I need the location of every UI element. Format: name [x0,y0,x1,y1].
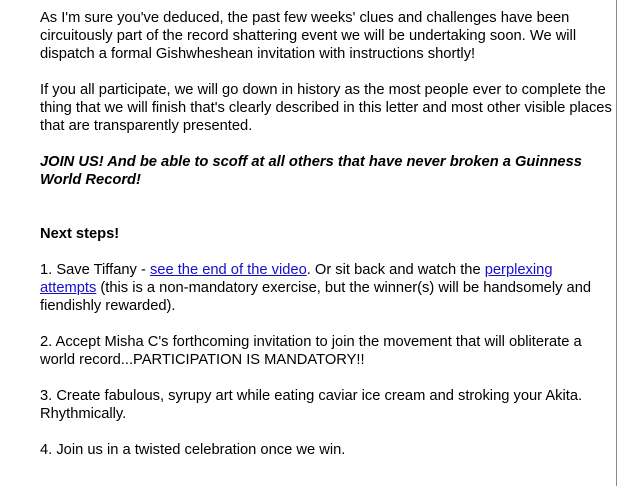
step-1 [40,261,612,315]
step-1-suffix: (this is a non-mandatory exercise, but the winner(s) will be handsomely and fiendishly rewarded). [40,280,592,314]
spacer [40,207,612,225]
step-1-middle: . Or sit back and watch the [306,262,485,278]
intro-paragraph: As I'm sure you've deduced, the past few weeks' clues and challenges have been circuitously part of the record shattering event we will be undertaking soon. We will dispatch a formal Gishwheshean invitation with instructions shortly! [40,10,577,62]
video-end-link[interactable]: see the end of the video [149,262,307,278]
step-1-prefix: 1. Save Tiffany - [40,262,150,278]
step-3: 3. Create fabulous, syrupy art while eating caviar ice cream and stroking your Akita. Rhythmically. [40,388,583,422]
participation-paragraph: If you all participate, we will go down in history as the most people ever to complete the thing that we will finish that's clearly described in this letter and most other visible places that are transparently presented. [40,82,612,134]
step-4: 4. Join us in a twisted celebration once we win. [40,442,346,458]
letter-body [40,9,612,477]
perplexing-attempts-link[interactable]: perplexing attempts [40,262,553,296]
next-steps-heading: Next steps! [40,226,120,242]
step-2: 2. Accept Misha C's forthcoming invitation to join the movement that will obliterate a world record...PARTICIPATION IS MANDATORY!! [40,334,582,368]
call-to-action: JOIN US! And be able to scoff at all others that have never broken a Guinness World Record! [40,154,582,188]
